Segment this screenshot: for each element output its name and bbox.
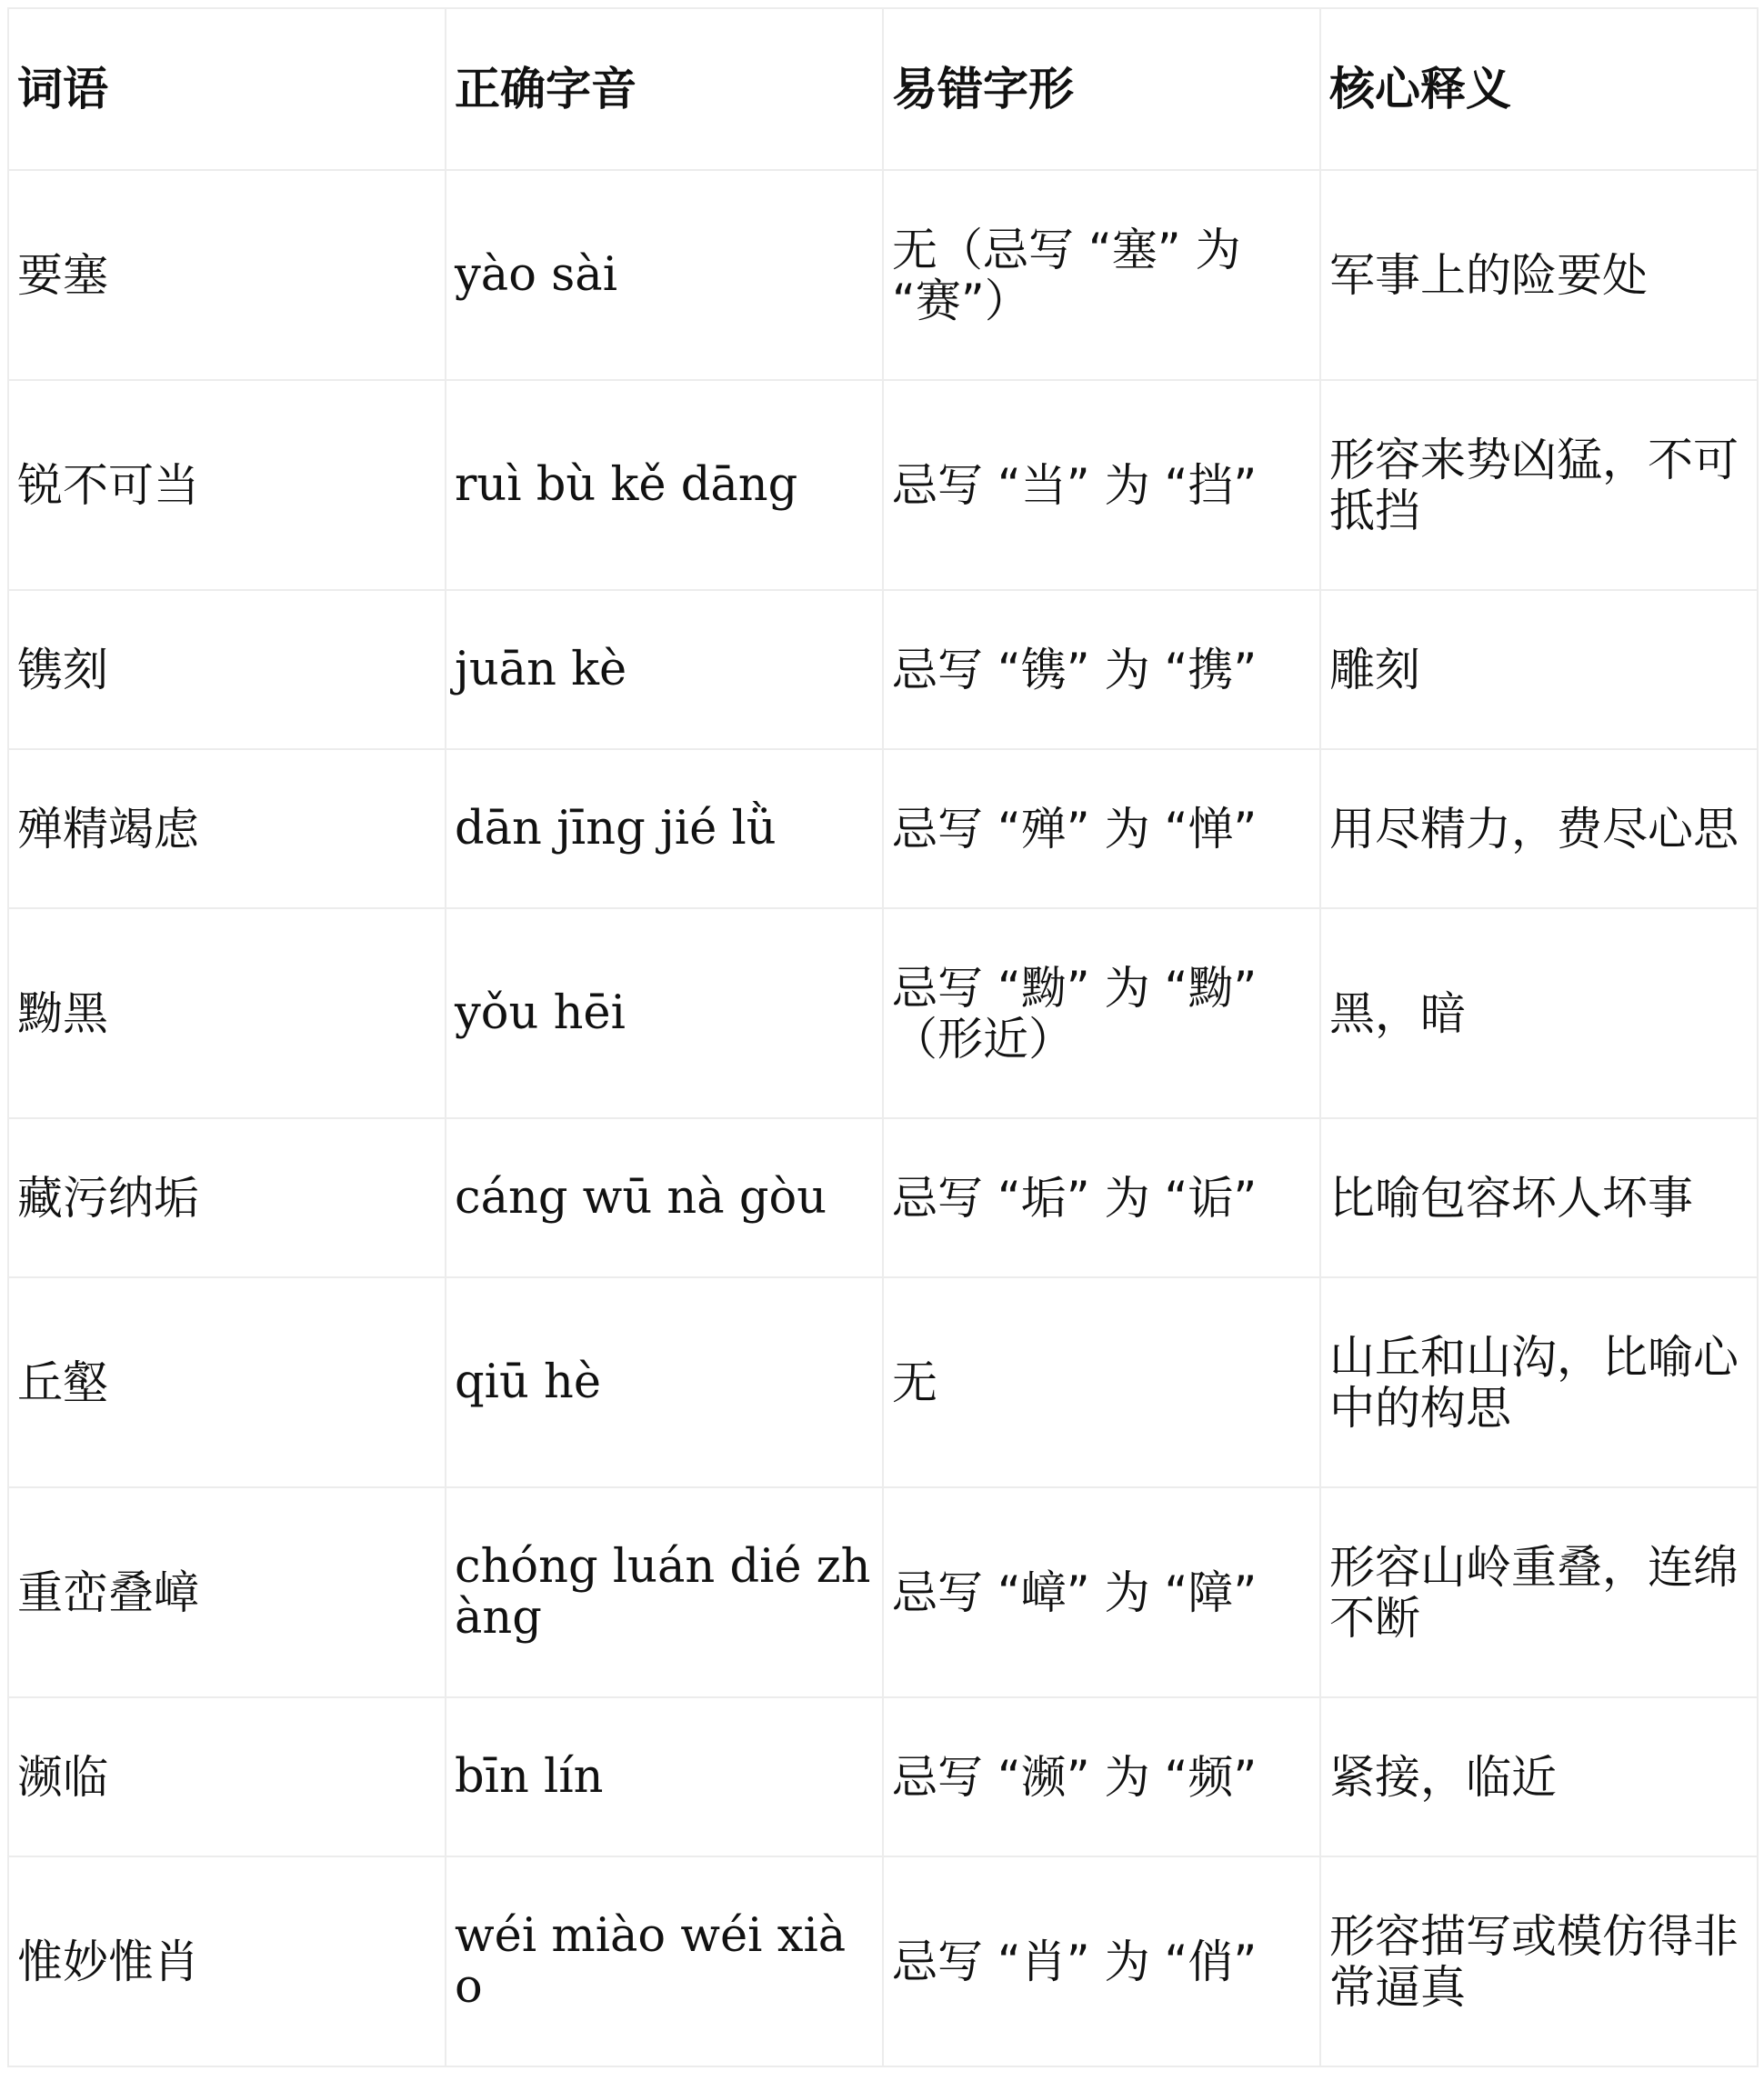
cell-meaning: 比喻包容坏人坏事 <box>1320 1118 1758 1277</box>
cell-meaning: 黑，暗 <box>1320 908 1758 1118</box>
cell-word: 要塞 <box>8 170 446 380</box>
cell-pinyin: bīn lín <box>446 1697 883 1856</box>
cell-word: 镌刻 <box>8 590 446 749</box>
cell-word: 濒临 <box>8 1697 446 1856</box>
cell-word: 藏污纳垢 <box>8 1118 446 1277</box>
cell-meaning: 形容山岭重叠，连绵不断 <box>1320 1487 1758 1697</box>
header-word: 词语 <box>8 8 446 170</box>
table-row <box>8 590 1758 749</box>
cell-meaning: 形容来势凶猛，不可抵挡 <box>1320 380 1758 590</box>
header-pinyin: 正确字音 <box>446 8 883 170</box>
cell-error: 无 <box>883 1277 1320 1487</box>
cell-pinyin: juān kè <box>446 590 883 749</box>
header-meaning: 核心释义 <box>1320 8 1758 170</box>
cell-meaning: 紧接，临近 <box>1320 1697 1758 1856</box>
cell-error: 忌写 “当” 为 “挡” <box>883 380 1320 590</box>
cell-error: 忌写 “垢” 为 “诟” <box>883 1118 1320 1277</box>
cell-error: 无（忌写 “塞” 为 “赛”） <box>883 170 1320 380</box>
cell-pinyin: wéi miào wéi xiào <box>446 1856 883 2066</box>
cell-meaning: 形容描写或模仿得非常逼真 <box>1320 1856 1758 2066</box>
table-row <box>8 908 1758 1118</box>
table-row <box>8 1697 1758 1856</box>
cell-pinyin: yǒu hēi <box>446 908 883 1118</box>
cell-meaning: 山丘和山沟，比喻心中的构思 <box>1320 1277 1758 1487</box>
header-error: 易错字形 <box>883 8 1320 170</box>
vocabulary-table <box>7 7 1759 2067</box>
cell-word: 黝黑 <box>8 908 446 1118</box>
table-row <box>8 170 1758 380</box>
header-row <box>8 8 1758 170</box>
table-row <box>8 1856 1758 2066</box>
cell-pinyin: chóng luán dié zhàng <box>446 1487 883 1697</box>
table-row <box>8 1118 1758 1277</box>
table-row <box>8 380 1758 590</box>
cell-word: 锐不可当 <box>8 380 446 590</box>
cell-meaning: 雕刻 <box>1320 590 1758 749</box>
cell-error: 忌写 “黝” 为 “黝” （形近） <box>883 908 1320 1118</box>
cell-word: 殚精竭虑 <box>8 749 446 908</box>
cell-pinyin: cáng wū nà gòu <box>446 1118 883 1277</box>
cell-meaning: 军事上的险要处 <box>1320 170 1758 380</box>
cell-error: 忌写 “肖” 为 “俏” <box>883 1856 1320 2066</box>
cell-word: 惟妙惟肖 <box>8 1856 446 2066</box>
cell-error: 忌写 “镌” 为 “携” <box>883 590 1320 749</box>
cell-error: 忌写 “殚” 为 “惮” <box>883 749 1320 908</box>
cell-error: 忌写 “濒” 为 “频” <box>883 1697 1320 1856</box>
cell-word: 重峦叠嶂 <box>8 1487 446 1697</box>
cell-meaning: 用尽精力，费尽心思 <box>1320 749 1758 908</box>
table-row <box>8 749 1758 908</box>
cell-pinyin: yào sài <box>446 170 883 380</box>
table-row <box>8 1487 1758 1697</box>
cell-pinyin: qiū hè <box>446 1277 883 1487</box>
cell-word: 丘壑 <box>8 1277 446 1487</box>
cell-error: 忌写 “嶂” 为 “障” <box>883 1487 1320 1697</box>
cell-pinyin: dān jīng jié lǜ <box>446 749 883 908</box>
cell-pinyin: ruì bù kě dāng <box>446 380 883 590</box>
table-row <box>8 1277 1758 1487</box>
